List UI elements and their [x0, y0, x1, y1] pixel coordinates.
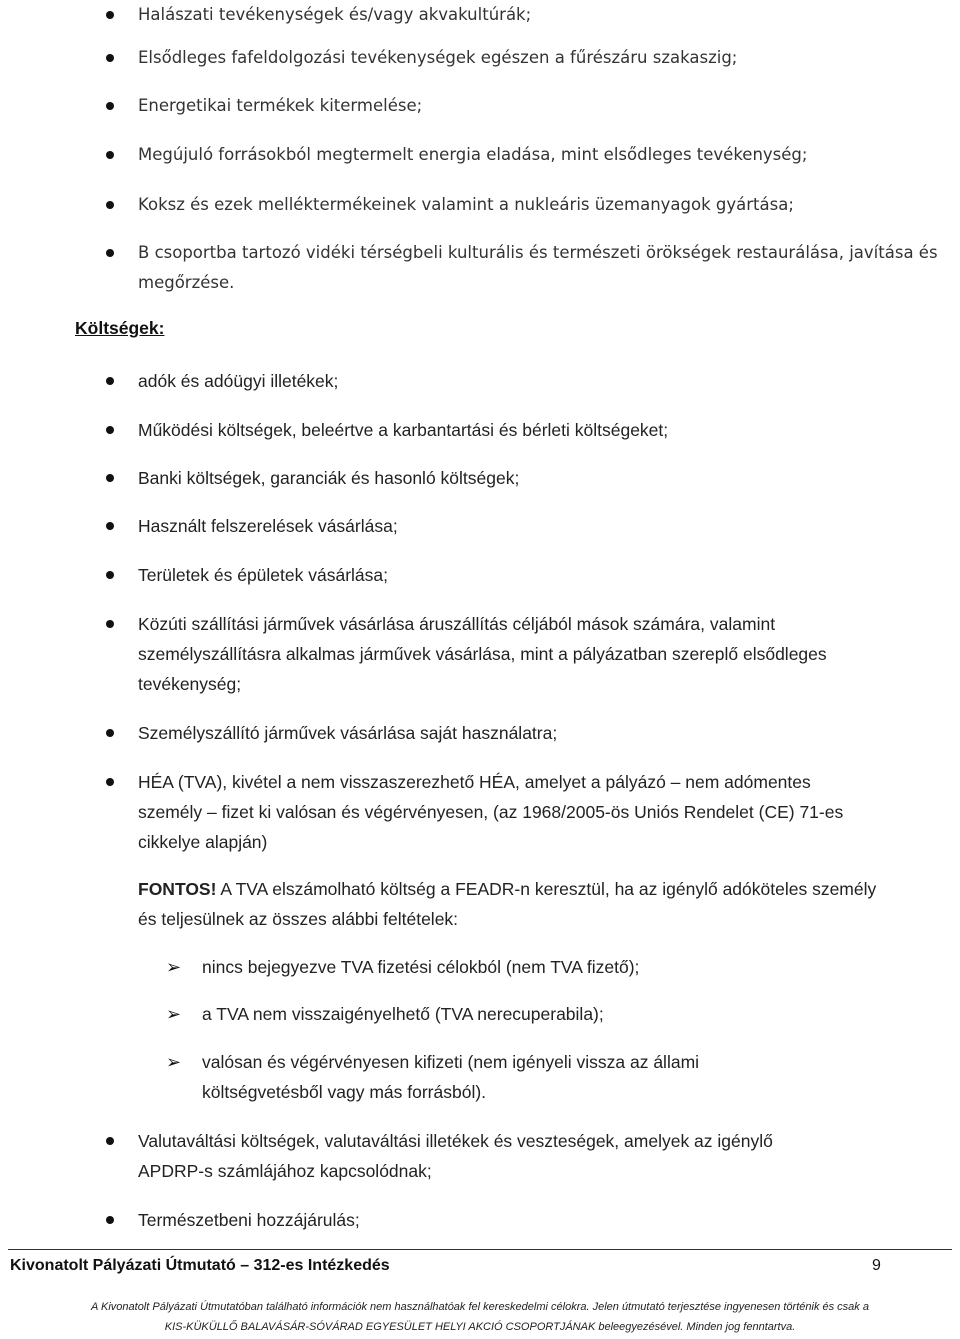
list-item-text: Valutaváltási költségek, valutaváltási illetékek és veszteségek, amelyek az igénylő APDRP-s számlájához kapcsolódnak;: [138, 1131, 773, 1181]
bullet-icon: [106, 1137, 114, 1145]
condition-item: [0, 999, 902, 1029]
bullet-icon: [106, 778, 114, 786]
bullet-icon: [106, 54, 114, 62]
costs-heading: Költségek:: [75, 318, 165, 338]
condition-item: [0, 952, 902, 982]
footer-divider: [8, 1249, 952, 1250]
list-item-text: HÉA (TVA), kivétel a nem visszaszerezhető HÉA, amelyet a pályázó – nem adómentes személy – fizet ki valósan és végérvényesen, (az 1968/2005-ös Uniós Rendelet (CE) 71-es cikkelye alapján): [138, 772, 844, 852]
list-item: [0, 560, 928, 590]
list-item-text: Személyszállító járművek vásárlása saját használatra;: [138, 723, 558, 743]
list-item: [0, 511, 928, 541]
list-item: [0, 238, 938, 298]
condition-text: a TVA nem visszaigényelhető (TVA nerecuperabila);: [202, 1004, 604, 1024]
list-item-text: Természetbeni hozzájárulás;: [138, 1210, 360, 1230]
bullet-icon: [106, 620, 114, 628]
arrowhead-icon: ➢: [166, 1052, 182, 1072]
list-item: [0, 43, 938, 73]
condition-text: valósan és végérvényesen kifizeti (nem igényeli vissza az állami költségvetésből vagy más forrásból).: [202, 1052, 700, 1102]
list-item: [0, 91, 938, 121]
list-item: [0, 366, 928, 396]
note-label: FONTOS!: [138, 879, 217, 899]
list-item: [0, 415, 928, 445]
list-item-text: Energetikai termékek kitermelése;: [138, 96, 423, 115]
note-text: A TVA elszámolható költség a FEADR-n keresztül, ha az igénylő adóköteles személy és teljesülnek az összes alábbi feltételek:: [138, 879, 877, 929]
list-item-text: Banki költségek, garanciák és hasonló költségek;: [138, 468, 520, 488]
list-item-text: adók és adóügyi illetékek;: [138, 371, 339, 391]
list-item-text: Területek és épületek vásárlása;: [138, 565, 388, 585]
footer-disclaimer-line2: KIS-KÜKÜLLŐ BALAVÁSÁR-SÓVÁRAD EGYESÜLET HELYI AKCIÓ CSOPORTJÁNAK beleegyezésével. Minden jog fenntartva.: [164, 1321, 796, 1333]
footer-disclaimer-line1: A Kivonatolt Pályázati Útmutatóban található információk nem használhatóak fel kereskedelmi célokra. Jelen útmutató terjesztése ingyenesen történik és csak a: [91, 1301, 869, 1313]
bullet-icon: [106, 571, 114, 579]
bullet-icon: [106, 1216, 114, 1224]
bullet-icon: [106, 729, 114, 737]
list-item-text: Használt felszerelések vásárlása;: [138, 516, 398, 536]
condition-text: nincs bejegyezve TVA fizetési célokból (nem TVA fizető);: [202, 957, 640, 977]
list-item-text: B csoportba tartozó vidéki térségbeli kulturális és természeti örökségek restaurálása, javítása és megőrzése.: [138, 243, 938, 292]
arrowhead-icon: ➢: [166, 957, 182, 977]
list-item: [0, 767, 868, 857]
bullet-icon: [106, 474, 114, 482]
list-item: [0, 0, 938, 30]
bullet-icon: [106, 522, 114, 530]
list-item: [0, 1205, 928, 1235]
condition-item: [0, 1047, 762, 1107]
bullet-icon: [106, 151, 114, 159]
bullet-icon: [106, 377, 114, 385]
footer-title: Kivonatolt Pályázati Útmutató – 312-es Intézkedés: [10, 1257, 390, 1274]
bullet-icon: [106, 201, 114, 209]
list-item-text: Koksz és ezek melléktermékeinek valamint a nukleáris üzemanyagok gyártása;: [138, 195, 794, 214]
list-item-text: Elsődleges fafeldolgozási tevékenységek egészen a fűrészáru szakaszig;: [138, 48, 738, 67]
bullet-icon: [106, 11, 114, 19]
list-item-text: Halászati tevékenységek és/vagy akvakultúrák;: [138, 5, 532, 24]
list-item-text: Közúti szállítási járművek vásárlása áruszállítás céljából mások számára, valamint személyszállításra alkalmas járművek vásárlása, mint a pályázatban szereplő elsődleges tevékenység;: [138, 614, 827, 694]
list-item-text: Megújuló forrásokból megtermelt energia eladása, mint elsődleges tevékenység;: [138, 145, 808, 164]
bullet-icon: [106, 102, 114, 110]
list-item-text: Működési költségek, beleértve a karbantartási és bérleti költségeket;: [138, 420, 669, 440]
arrowhead-icon: ➢: [166, 1004, 182, 1024]
list-item: [0, 140, 938, 170]
list-item: [0, 463, 928, 493]
list-item: [0, 1126, 838, 1186]
bullet-icon: [106, 426, 114, 434]
bullet-icon: [106, 249, 114, 257]
list-item: [0, 718, 928, 748]
list-item: [0, 609, 838, 699]
important-note: [0, 874, 878, 934]
page-number: 9: [872, 1257, 881, 1274]
list-item: [0, 190, 938, 220]
